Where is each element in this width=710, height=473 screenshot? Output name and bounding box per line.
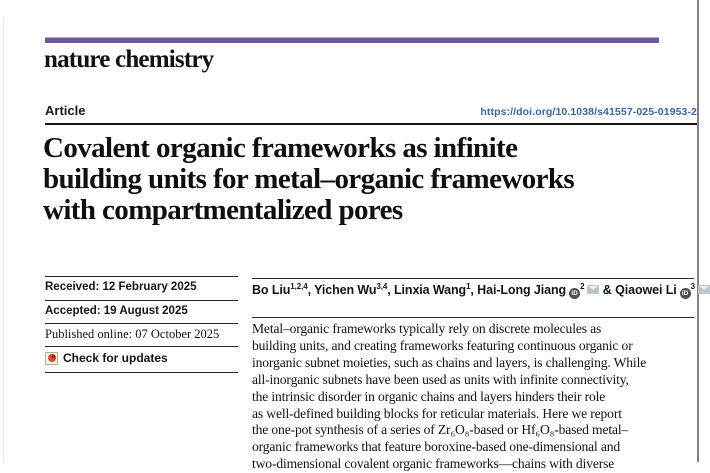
abstract-line: the one-pot synthesis of a series of Zr₆O₈-based or Hf₆O₈-based metal– [252, 422, 629, 438]
author-affiliation-sup: 2 [580, 282, 585, 291]
meta-rule [45, 346, 238, 347]
abstract-line: inorganic subnet moieties, such as chains and layers, is challenging. While [252, 354, 647, 370]
published-date: Published online: 07 October 2025 [45, 327, 220, 341]
crossmark-icon [45, 352, 58, 365]
title-line-2: building units for metal–organic frameworks [43, 163, 575, 195]
authors-rule [252, 278, 694, 279]
journal-logo: nature chemistry [44, 46, 214, 73]
author-name: Qiaowei Li [615, 283, 677, 298]
accepted-date: Accepted: 19 August 2025 [45, 305, 188, 317]
author-name: Linxia Wang [394, 283, 467, 298]
meta-rule [45, 300, 238, 301]
brand-accent-bar [45, 37, 659, 43]
abstract-line: all-inorganic subnets have been used as units with infinite connectivity, [252, 371, 629, 387]
header-rule [45, 123, 697, 125]
abstract-line: the intrinsic disorder in organic chains and layers hinders their role [252, 388, 606, 404]
check-for-updates-label: Check for updates [63, 351, 168, 365]
check-for-updates-link[interactable] [45, 351, 168, 365]
abstract-line: as well-defined building blocks for reticular materials. Here we report [252, 405, 622, 421]
abstract-line: Metal–organic frameworks typically rely on discrete molecules as [252, 321, 602, 336]
abstract-line: two-dimensional covalent organic frameworks—chains with diverse [252, 456, 615, 472]
page-right-edge [697, 0, 699, 462]
author-separator: , [470, 283, 478, 298]
received-date: Received: 12 February 2025 [45, 281, 197, 293]
section-label: Article [45, 103, 86, 118]
author-affiliation-sup: 1,2,4 [290, 282, 308, 291]
title-line-3: with compartmentalized pores [43, 194, 403, 226]
email-icon[interactable] [698, 285, 710, 294]
author-separator: & [599, 283, 616, 298]
title-line-1: Covalent organic frameworks as infinite [43, 132, 518, 164]
author-separator: , [387, 283, 394, 298]
orcid-icon[interactable]: iD [569, 288, 580, 299]
email-icon[interactable] [587, 285, 599, 294]
abstract-text [252, 321, 694, 473]
author-affiliation-sup: 3 [690, 282, 695, 291]
abstract-line: organic frameworks that feature boroxine-based one-dimensional and [252, 439, 621, 455]
author-list [252, 282, 694, 299]
author-affiliation-sup: 3,4 [376, 282, 388, 291]
orcid-icon[interactable]: iD [680, 288, 691, 299]
meta-rule [45, 276, 238, 277]
author-name: Bo Liu [252, 283, 291, 298]
article-title [43, 133, 574, 226]
author-separator: , [307, 283, 315, 298]
article-header-row [45, 103, 697, 118]
author-name: Yichen Wu [314, 283, 377, 298]
author-affiliation-sup: 1 [466, 282, 471, 291]
page-left-edge [3, 18, 4, 462]
author-name: Hai-Long Jiang [477, 283, 567, 298]
meta-rule [45, 323, 238, 324]
abstract-rule [252, 317, 694, 318]
abstract-line: building units, and creating frameworks featuring continuous organic or [252, 337, 633, 353]
meta-rule [45, 372, 238, 373]
doi-link[interactable]: https://doi.org/10.1038/s41557-025-01953-2 [480, 106, 697, 118]
